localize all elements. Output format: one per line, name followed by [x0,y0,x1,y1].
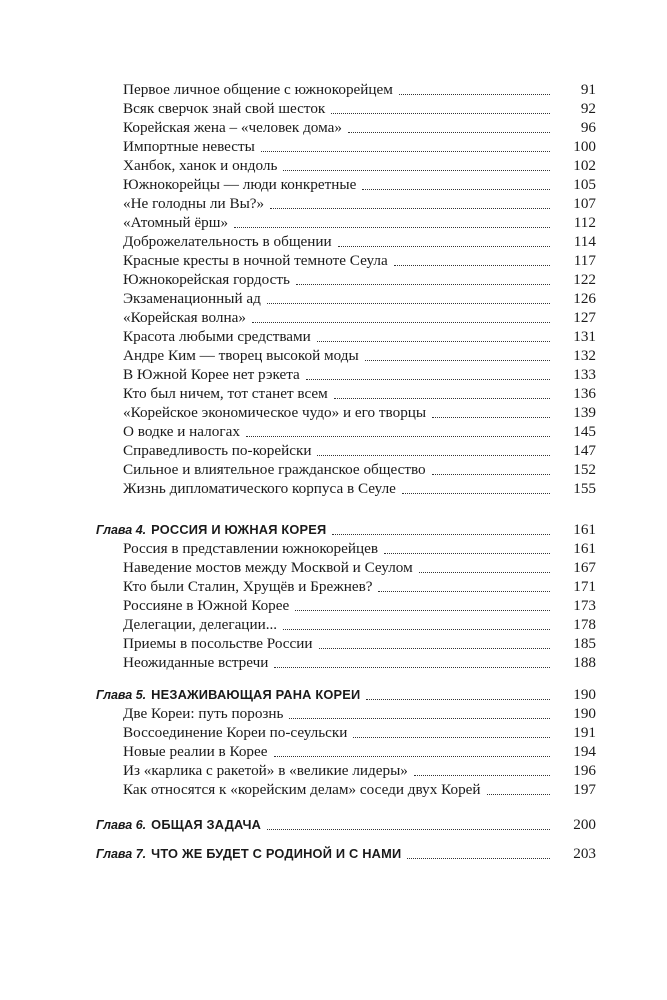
toc-entry-page: 114 [573,233,596,250]
toc-entry [123,441,596,461]
chapter-6-heading [96,815,596,835]
leader-dots [274,756,550,757]
chapter-4-heading [96,520,596,540]
toc-entry [123,596,596,616]
toc-entry [123,577,596,597]
toc-entry-page: 92 [580,100,596,117]
leader-dots [362,189,550,190]
toc-entry [123,270,596,290]
toc-entry-title: Из «карлика с ракетой» в «великие лидеры» [123,762,408,779]
toc-entry-title: Две Кореи: путь порознь [123,705,284,722]
leader-dots [267,829,550,830]
toc-entry-title: Импортные невесты [123,138,255,155]
toc-entry-title: Красота любыми средствами [123,328,311,345]
toc-entry-page: 152 [573,461,596,478]
toc-entry-title: Первое личное общение с южнокорейцем [123,81,393,98]
toc-entry [123,118,596,138]
leader-dots [274,667,550,668]
toc-entry-page: 91 [580,81,596,98]
toc-entry [123,384,596,404]
toc-entry-title: Кто был ничем, тот станет всем [123,385,328,402]
leader-dots [402,493,550,494]
toc-entry-title: «Не голодны ли Вы?» [123,195,265,212]
toc-entry [123,403,596,423]
chapter-7-heading [96,844,596,864]
toc-entry [123,137,596,157]
toc-entry-title: Андре Ким — творец высокой моды [123,347,359,364]
toc-entry-title: О водке и налогах [123,423,240,440]
toc-entry-page: 145 [573,423,596,440]
chapter-prefix: Глава 7. [96,847,147,861]
leader-dots [334,398,550,399]
toc-entry-title: Воссоединение Кореи по-сеульски [123,724,348,741]
chapter-prefix: Глава 4. [96,523,147,537]
toc-entry [123,346,596,366]
toc-entry-page: 102 [573,157,596,174]
toc-entry-page: 100 [573,138,596,155]
toc-entry-title: Как относятся к «корейским делам» соседи двух Корей [123,781,481,798]
leader-dots [306,379,550,380]
toc-entry-title: В Южной Корее нет рэкета [123,366,300,383]
leader-dots [353,737,550,738]
toc-entry [123,704,596,724]
toc-entry-page: 188 [573,654,596,671]
toc-entry-page: 133 [573,366,596,383]
toc-entry-title: «Корейское экономическое чудо» и его творцы [123,404,427,421]
toc-entry-page: 136 [573,385,596,402]
toc-entry [123,251,596,271]
toc-entry [123,780,596,800]
toc-entry-page: 127 [573,309,596,326]
toc-entry-page: 122 [573,271,596,288]
toc-entry [123,539,596,559]
toc-entry-page: 190 [573,705,596,722]
leader-dots [267,303,550,304]
chapter-prefix: Глава 5. [96,688,147,702]
toc-entry-page: 117 [573,252,596,269]
toc-entry-page: 155 [573,480,596,497]
chapter-page: 200 [573,816,596,833]
leader-dots [331,113,550,114]
toc-entry-title: Экзаменационный ад [123,290,261,307]
toc-entry-title: Всяк сверчок знай свой шесток [123,100,326,117]
toc-entry [123,479,596,499]
toc-entry-title: Наведение мостов между Москвой и Сеулом [123,559,413,576]
toc-entry [123,365,596,385]
leader-dots [261,151,550,152]
leader-dots [319,648,550,649]
toc-entry [123,422,596,442]
chapter-title: ЧТО ЖЕ БУДЕТ С РОДИНОЙ И С НАМИ [151,846,402,861]
toc-entry [123,194,596,214]
toc-entry [123,742,596,762]
chapter-title: ОБЩАЯ ЗАДАЧА [151,817,262,832]
toc-entry [123,615,596,635]
toc-entry-title: Южнокорейцы — люди конкретные [123,176,357,193]
toc-entry-title: Россияне в Южной Корее [123,597,290,614]
leader-dots [270,208,550,209]
leader-dots [332,534,550,535]
leader-dots [234,227,550,228]
toc-entry-page: 185 [573,635,596,652]
leader-dots [407,858,550,859]
toc-entry-page: 161 [573,540,596,557]
toc-entry-page: 197 [573,781,596,798]
leader-dots [365,360,550,361]
leader-dots [487,794,550,795]
toc-entry-page: 173 [573,597,596,614]
toc-entry [123,723,596,743]
toc-entry-page: 196 [573,762,596,779]
toc-entry-page: 147 [573,442,596,459]
toc-entry-title: Кто были Сталин, Хрущёв и Брежнев? [123,578,373,595]
toc-entry [123,289,596,309]
chapter-5-heading [96,685,596,705]
chapter-title: НЕЗАЖИВАЮЩАЯ РАНА КОРЕИ [151,687,361,702]
leader-dots [246,436,550,437]
toc-entry-page: 126 [573,290,596,307]
leader-dots [432,417,550,418]
toc-entry-title: Доброжелательность в общении [123,233,332,250]
toc-entry-title: Корейская жена – «человек дома» [123,119,342,136]
leader-dots [384,553,550,554]
toc-entry-page: 105 [573,176,596,193]
leader-dots [432,474,550,475]
toc-entry-title: Новые реалии в Корее [123,743,268,760]
toc-entry [123,761,596,781]
toc-entry-page: 107 [573,195,596,212]
toc-entry-page: 194 [573,743,596,760]
toc-entry-title: Приемы в посольстве России [123,635,313,652]
toc-entry [123,99,596,119]
leader-dots [283,629,550,630]
toc-entry [123,232,596,252]
toc-entry-page: 178 [573,616,596,633]
toc-entry-title: Южнокорейская гордость [123,271,290,288]
toc-entry-page: 171 [573,578,596,595]
toc-entry [123,460,596,480]
toc-entry [123,558,596,578]
toc-entry-title: «Атомный ёрш» [123,214,229,231]
leader-dots [317,341,550,342]
toc-entry-page: 139 [573,404,596,421]
chapter-page: 190 [573,686,596,703]
toc-entry-title: Делегации, делегации... [123,616,278,633]
leader-dots [338,246,550,247]
toc-entry-page: 132 [573,347,596,364]
leader-dots [289,718,550,719]
toc-entry [123,156,596,176]
chapter-prefix: Глава 6. [96,818,147,832]
toc-entry-title: Ханбок, ханок и ондоль [123,157,278,174]
toc-entry-page: 167 [573,559,596,576]
leader-dots [348,132,550,133]
leader-dots [252,322,550,323]
leader-dots [283,170,550,171]
leader-dots [317,455,550,456]
chapter-title: РОССИЯ И ЮЖНАЯ КОРЕЯ [151,522,327,537]
leader-dots [414,775,550,776]
toc-entry-title: Сильное и влиятельное гражданское общество [123,461,426,478]
leader-dots [295,610,550,611]
toc-entry-title: Красные кресты в ночной темноте Сеула [123,252,388,269]
toc-entry-page: 191 [573,724,596,741]
leader-dots [296,284,550,285]
toc-entry-page: 131 [573,328,596,345]
leader-dots [366,699,550,700]
toc-entry [123,213,596,233]
toc-entry-title: Россия в представлении южнокорейцев [123,540,379,557]
leader-dots [399,94,550,95]
toc-entry [123,327,596,347]
toc-entry [123,634,596,654]
leader-dots [394,265,550,266]
toc-entry-title: «Корейская волна» [123,309,246,326]
toc-entry [123,175,596,195]
leader-dots [378,591,550,592]
leader-dots [419,572,550,573]
toc-entry [123,653,596,673]
toc-entry [123,308,596,328]
chapter-page: 203 [573,845,596,862]
toc-entry-title: Жизнь дипломатического корпуса в Сеуле [123,480,396,497]
toc-entry-title: Справедливость по-корейски [123,442,312,459]
toc-entry [123,80,596,100]
chapter-page: 161 [573,521,596,538]
toc-entry-title: Неожиданные встречи [123,654,269,671]
toc-entry-page: 112 [573,214,596,231]
toc-entry-page: 96 [580,119,596,136]
